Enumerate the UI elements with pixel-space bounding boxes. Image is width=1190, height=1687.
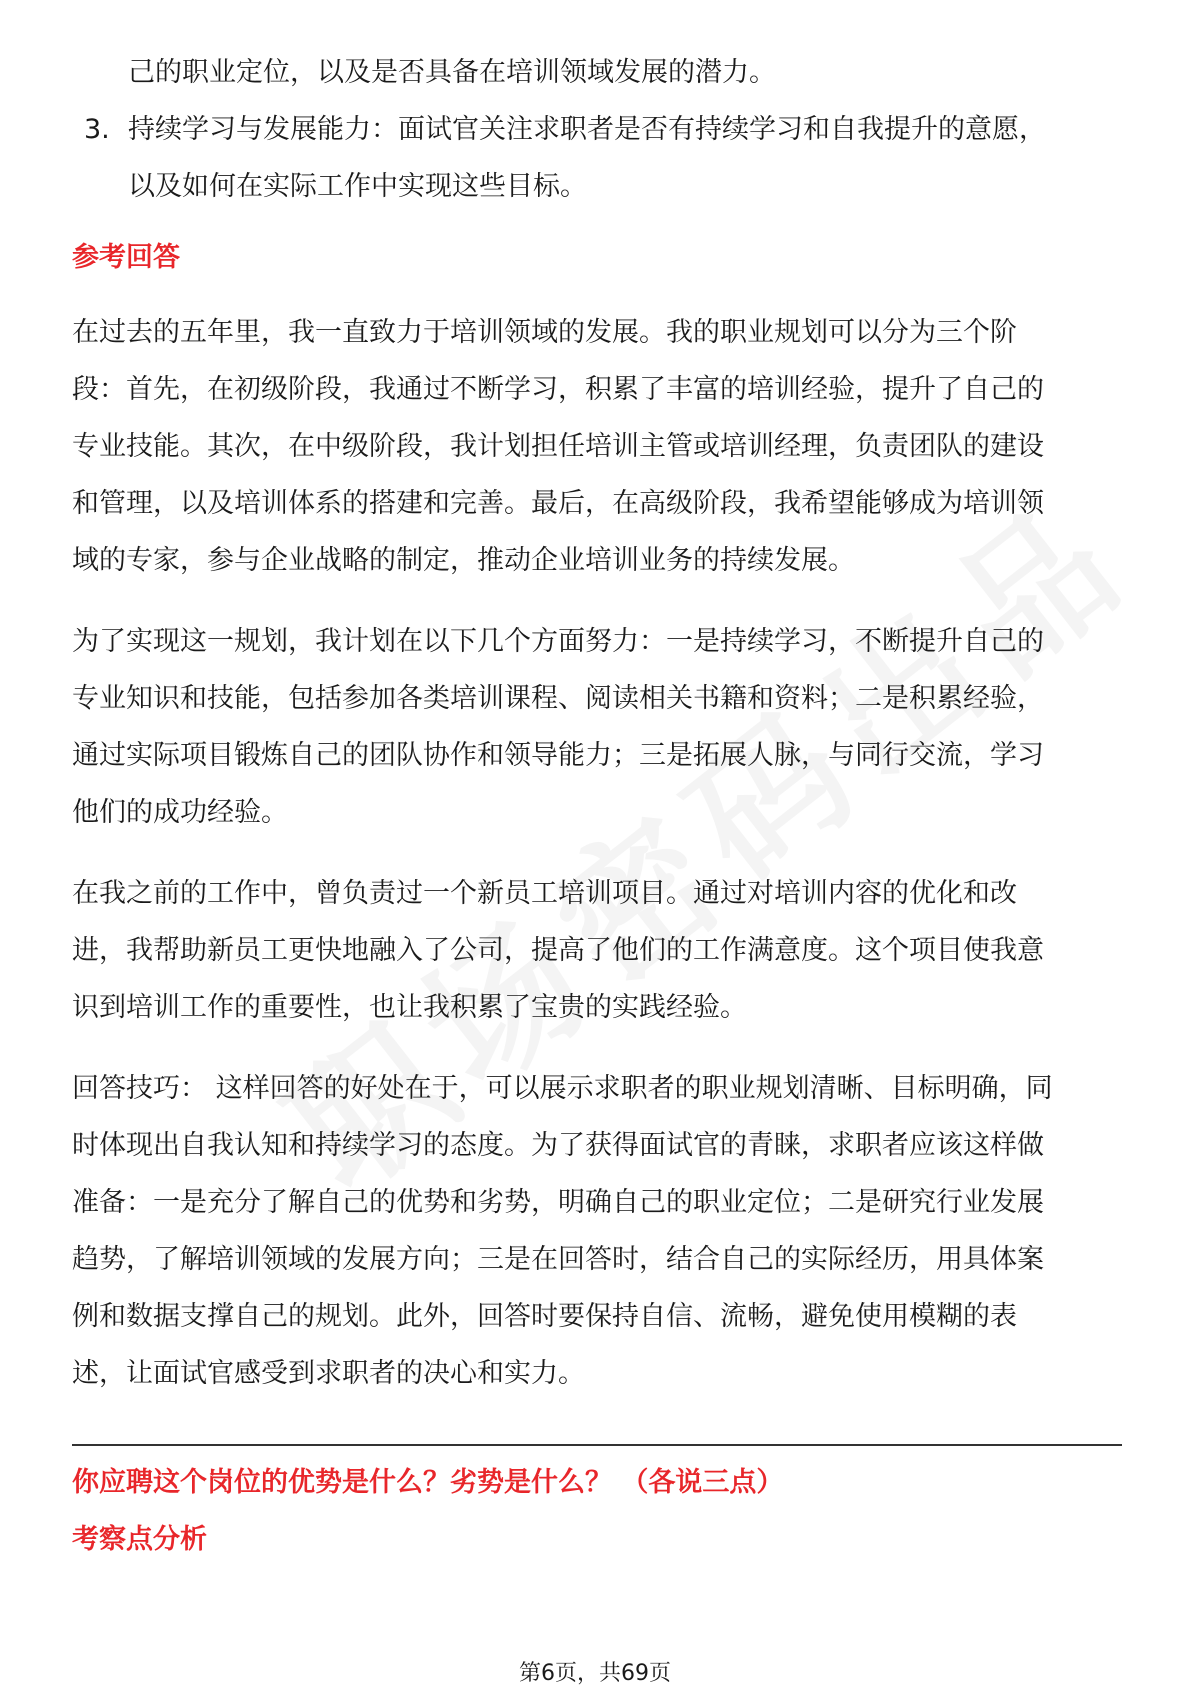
next-question-heading: 你应聘这个岗位的优势是什么？劣势是什么？ （各说三点） — [72, 1467, 784, 1498]
paragraph-line: 域的专家，参与企业战略的制定，推动企业培训业务的持续发展。 — [72, 545, 855, 576]
list-item-3 — [72, 101, 1122, 215]
paragraph-line: 通过实际项目锻炼自己的团队协作和领导能力；三是拓展人脉，与同行交流，学习 — [72, 740, 1044, 771]
analysis-heading: 考察点分析 — [72, 1524, 207, 1555]
paragraph-line: 在过去的五年里，我一直致力于培训领域的发展。我的职业规划可以分为三个阶 — [72, 317, 1017, 348]
answer-paragraph-1 — [72, 304, 1122, 589]
paragraph-line: 例和数据支撑自己的规划。此外，回答时要保持自信、流畅，避免使用模糊的表 — [72, 1301, 1017, 1332]
page-content — [72, 0, 1122, 1568]
page-footer: 第6页，共69页 — [519, 1661, 671, 1686]
paragraph-line: 专业技能。其次，在中级阶段，我计划担任培训主管或培训经理，负责团队的建设 — [72, 431, 1044, 462]
paragraph-line: 段：首先，在初级阶段，我通过不断学习，积累了丰富的培训经验，提升了自己的 — [72, 374, 1044, 405]
paragraph-line: 回答技巧： 这样回答的好处在于，可以展示求职者的职业规划清晰、目标明确，同 — [72, 1073, 1053, 1104]
paragraph-line: 时体现出自我认知和持续学习的态度。为了获得面试官的青睐，求职者应该这样做 — [72, 1130, 1044, 1161]
paragraph-line: 述，让面试官感受到求职者的决心和实力。 — [72, 1358, 585, 1389]
answer-tips-paragraph — [72, 1060, 1122, 1402]
paragraph-line: 趋势，了解培训领域的发展方向；三是在回答时，结合自己的实际经历，用具体案 — [72, 1244, 1044, 1275]
paragraph-line: 他们的成功经验。 — [72, 797, 288, 828]
paragraph-line: 进，我帮助新员工更快地融入了公司，提高了他们的工作满意度。这个项目使我意 — [72, 935, 1044, 966]
paragraph-line: 专业知识和技能，包括参加各类培训课程、阅读相关书籍和资料；二是积累经验， — [72, 683, 1044, 714]
list-item-3-body — [128, 101, 1046, 215]
document-page — [72, 0, 1122, 1684]
paragraph-line: 准备：一是充分了解自己的优势和劣势，明确自己的职业定位；二是研究行业发展 — [72, 1187, 1044, 1218]
paragraph-line: 在我之前的工作中，曾负责过一个新员工培训项目。通过对培训内容的优化和改 — [72, 878, 1017, 909]
answer-paragraph-2 — [72, 613, 1122, 841]
answer-paragraph-3 — [72, 865, 1122, 1036]
paragraph-line: 为了实现这一规划，我计划在以下几个方面努力：一是持续学习，不断提升自己的 — [72, 626, 1044, 657]
paragraph-line: 和管理，以及培训体系的搭建和完善。最后，在高级阶段，我希望能够成为培训领 — [72, 488, 1044, 519]
list-item-2-continuation: 己的职业定位，以及是否具备在培训领域发展的潜力。 — [128, 57, 776, 88]
section-divider — [72, 1444, 1122, 1446]
list-item-3-line: 以及如何在实际工作中实现这些目标。 — [128, 171, 587, 202]
paragraph-line: 识到培训工作的重要性，也让我积累了宝贵的实践经验。 — [72, 992, 747, 1023]
list-item-3-number: 3. — [84, 114, 110, 145]
reference-answer-heading: 参考回答 — [72, 242, 180, 273]
list-item-3-line: 持续学习与发展能力：面试官关注求职者是否有持续学习和自我提升的意愿， — [128, 114, 1046, 145]
